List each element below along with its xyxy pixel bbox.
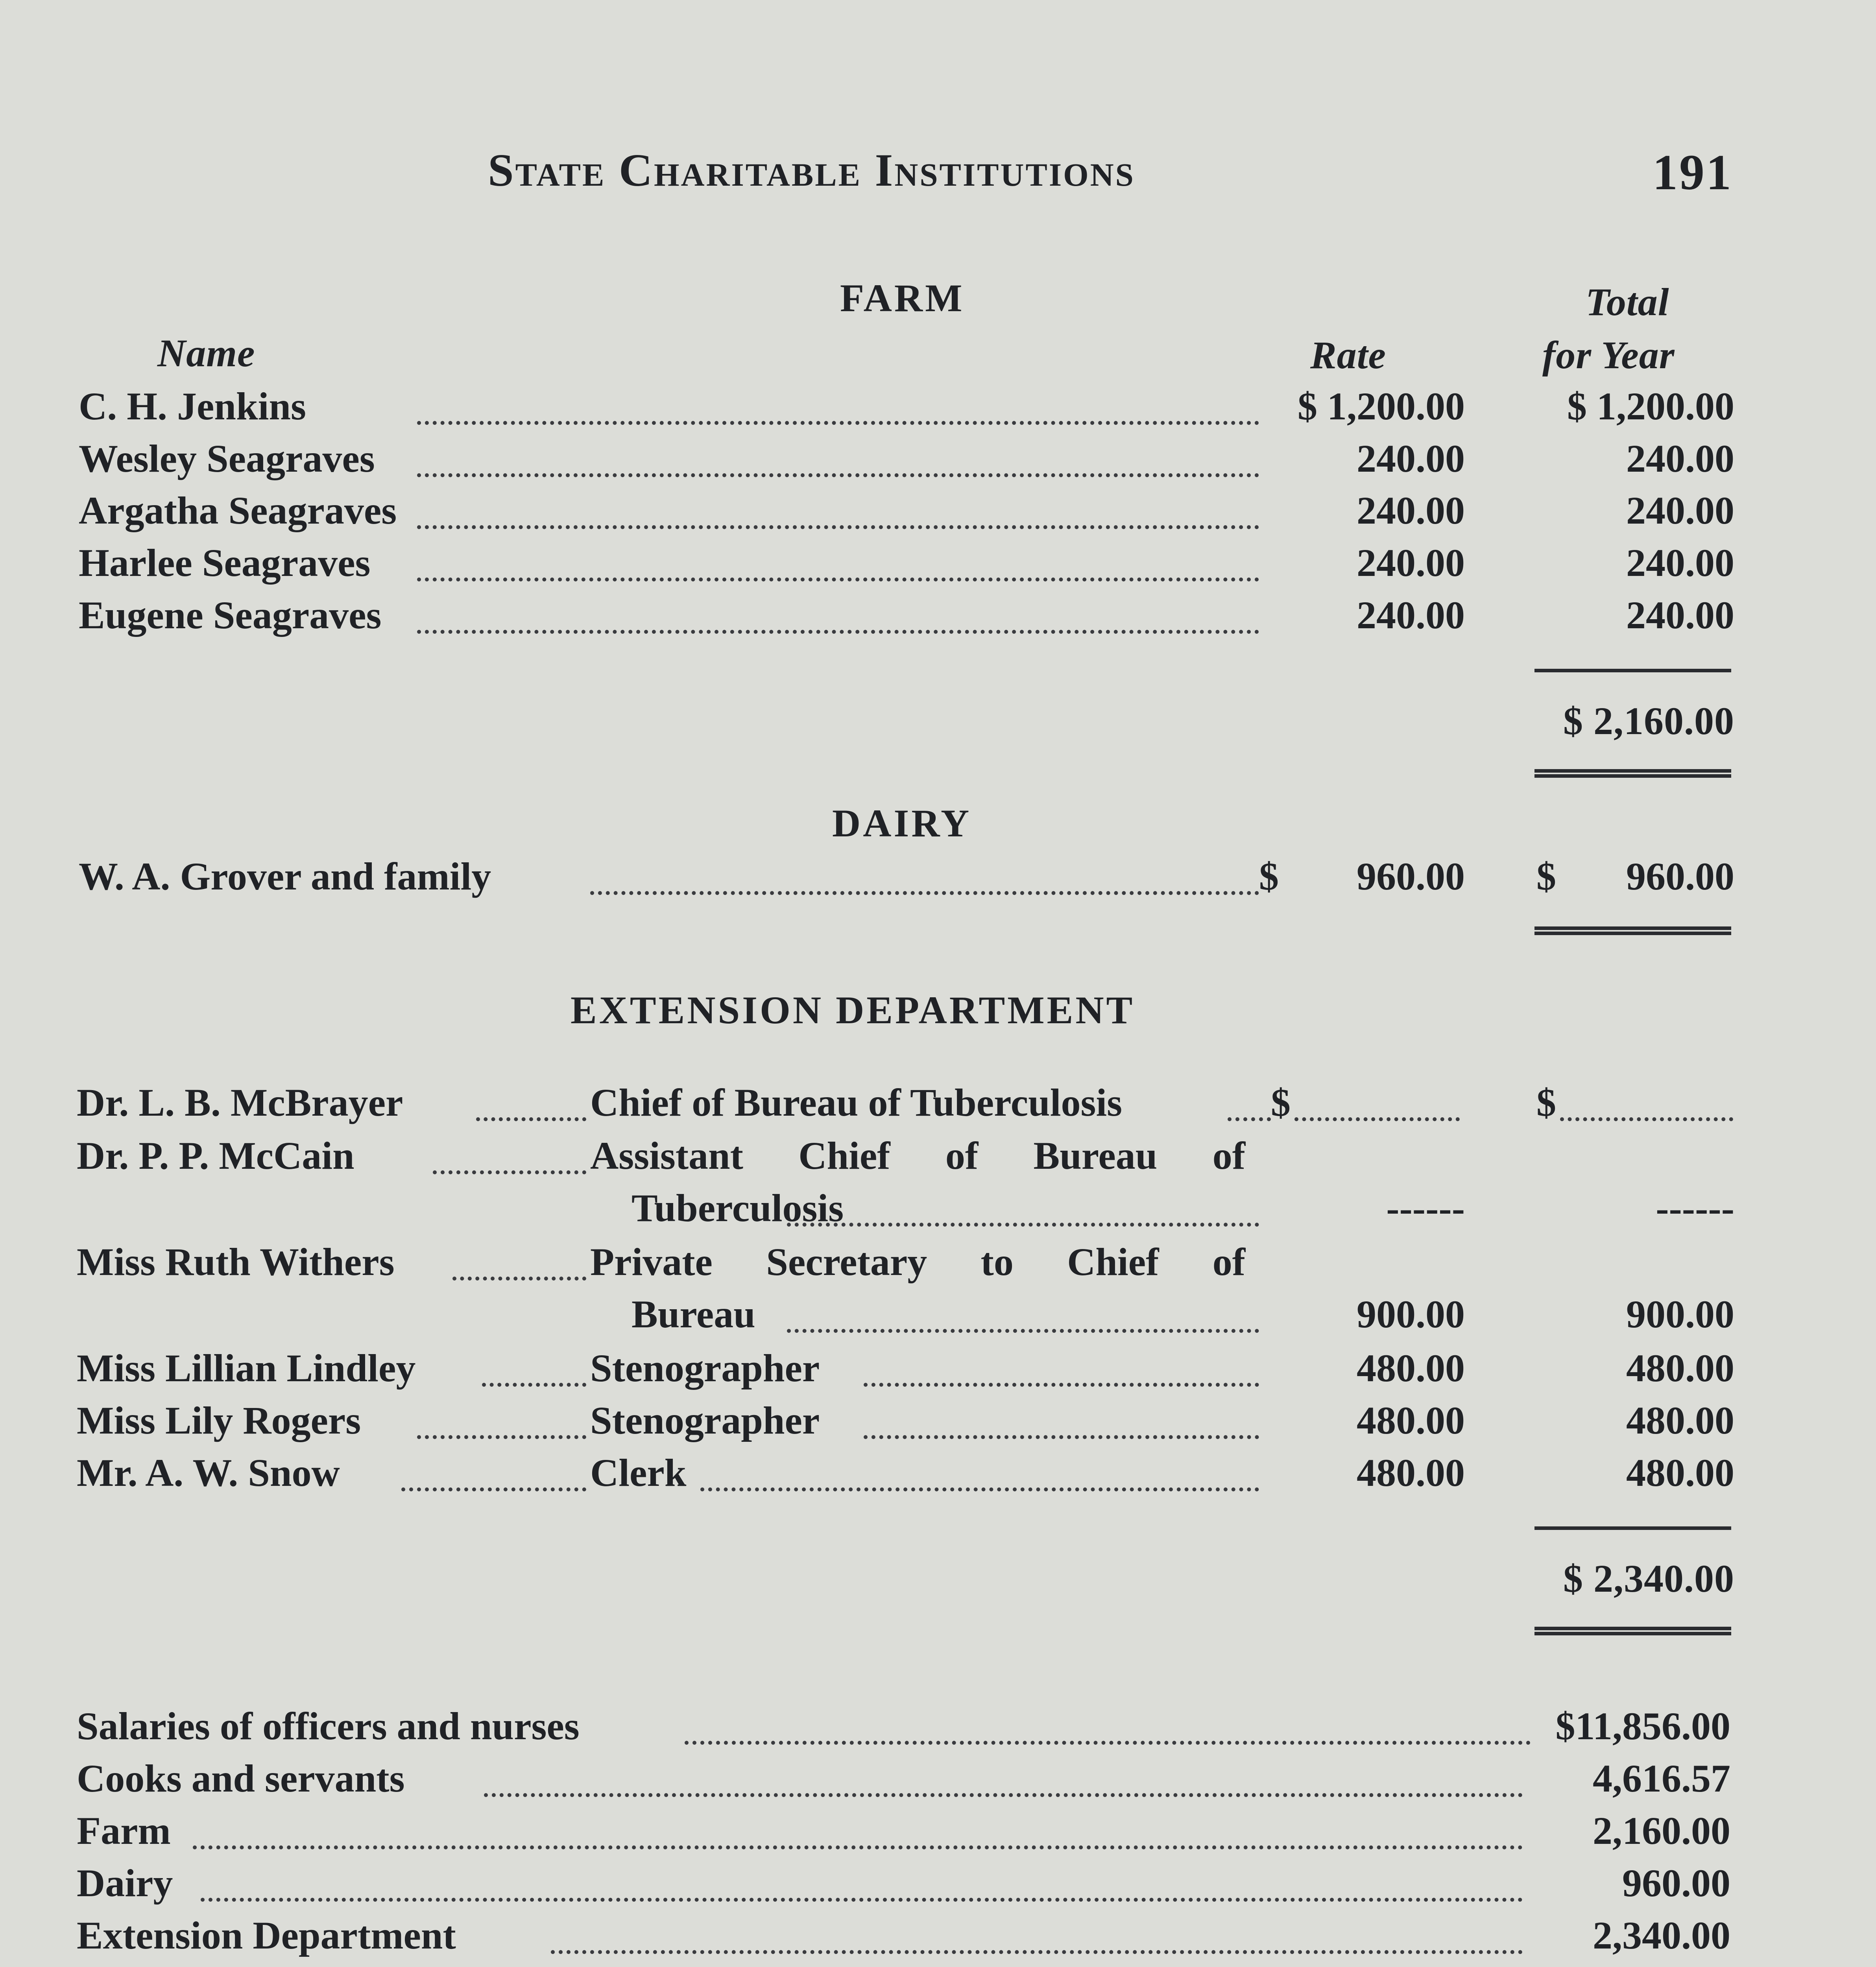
dot-leader <box>482 1383 586 1387</box>
extension-subtotal: $ 2,340.00 <box>1563 1557 1734 1600</box>
page-number: 191 <box>1653 144 1733 200</box>
dot-leader <box>417 525 1259 529</box>
dot-leader <box>417 473 1259 477</box>
table-row <box>0 384 1876 435</box>
table-row <box>0 854 1876 905</box>
summary-row <box>0 1756 1876 1807</box>
position-title: Private Secretary to Chief of <box>590 1240 1245 1284</box>
rate-value: 240.00 <box>1357 593 1465 637</box>
dot-leader <box>417 630 1259 634</box>
running-title: State Charitable Institutions <box>488 144 1135 196</box>
rate-value: 240.00 <box>1357 541 1465 585</box>
dot-leader <box>201 1898 1523 1902</box>
dot-leader <box>417 578 1259 581</box>
dot-leader <box>590 891 1259 895</box>
position-title: Stenographer <box>590 1399 820 1442</box>
double-rule <box>1534 926 1731 935</box>
rate-value: 900.00 <box>1357 1292 1465 1336</box>
table-row <box>0 1080 1876 1131</box>
dot-leader <box>1294 1117 1460 1121</box>
table-row <box>0 1239 1876 1336</box>
dairy-heading: DAIRY <box>832 801 972 845</box>
dot-leader <box>401 1487 586 1491</box>
position-title: Chief of Bureau of Tuberculosis <box>590 1081 1123 1124</box>
employee-name: Dr. L. B. McBrayer <box>77 1081 403 1124</box>
table-row <box>0 1398 1876 1449</box>
employee-name: Mr. A. W. Snow <box>77 1451 340 1495</box>
summary-label: Dairy <box>77 1861 173 1905</box>
rate-sign: $ <box>1271 1081 1291 1124</box>
summary-amount: 4,616.57 <box>1593 1757 1730 1800</box>
column-header-total-line2: for Year <box>1542 333 1675 377</box>
employee-name: Wesley Seagraves <box>79 437 375 480</box>
total-value: 480.00 <box>1626 1346 1734 1390</box>
employee-name: Miss Lillian Lindley <box>77 1346 416 1390</box>
employee-name: Argatha Seagraves <box>79 489 397 532</box>
rate-value: 960.00 <box>1357 854 1465 898</box>
rate-value: 480.00 <box>1357 1346 1465 1390</box>
dot-leader <box>476 1117 586 1121</box>
dot-leader <box>864 1435 1259 1439</box>
total-value: 960.00 <box>1626 854 1734 898</box>
rate-value: ------ <box>1386 1186 1465 1230</box>
table-row <box>0 436 1876 487</box>
dot-leader <box>433 1170 586 1174</box>
employee-name: W. A. Grover and family <box>79 854 491 898</box>
summary-amount: 960.00 <box>1622 1861 1730 1905</box>
extension-heading: EXTENSION DEPARTMENT <box>571 988 1135 1032</box>
summary-amount: $11,856.00 <box>1555 1704 1730 1748</box>
dot-leader <box>551 1950 1523 1954</box>
rate-value: $ 1,200.00 <box>1298 384 1465 428</box>
dot-leader <box>1560 1117 1733 1121</box>
rate-value: 240.00 <box>1357 489 1465 532</box>
table-row <box>0 488 1876 539</box>
column-header-rate: Rate <box>1310 333 1386 377</box>
rate-value: 480.00 <box>1357 1451 1465 1495</box>
total-value: 240.00 <box>1626 593 1734 637</box>
table-row <box>0 540 1876 591</box>
subtotal-rule <box>1534 1526 1731 1530</box>
total-value: 480.00 <box>1626 1399 1734 1442</box>
total-value: 240.00 <box>1626 489 1734 532</box>
dot-leader <box>700 1487 1259 1491</box>
employee-name: Dr. P. P. McCain <box>77 1134 355 1177</box>
table-row <box>0 1450 1876 1501</box>
dot-leader <box>685 1741 1531 1745</box>
summary-amount: 2,340.00 <box>1593 1913 1730 1957</box>
summary-label: Extension Department <box>77 1913 456 1957</box>
employee-name: Eugene Seagraves <box>79 593 382 637</box>
table-row <box>0 1345 1876 1397</box>
total-value: 900.00 <box>1626 1292 1734 1336</box>
summary-row <box>0 1913 1876 1964</box>
farm-subtotal: $ 2,160.00 <box>1563 699 1734 743</box>
dot-leader <box>417 421 1259 425</box>
summary-label: Cooks and servants <box>77 1757 405 1800</box>
position-title-cont: Bureau <box>631 1292 755 1336</box>
total-sign: $ <box>1536 854 1556 898</box>
summary-label: Farm <box>77 1809 171 1853</box>
dot-leader <box>787 1329 1259 1333</box>
dot-leader <box>1228 1117 1271 1121</box>
employee-name: Miss Lily Rogers <box>77 1399 361 1442</box>
rate-value: 480.00 <box>1357 1399 1465 1442</box>
position-title: Clerk <box>590 1451 687 1495</box>
total-value: 480.00 <box>1626 1451 1734 1495</box>
dot-leader <box>484 1793 1523 1797</box>
farm-heading: FARM <box>840 276 965 320</box>
total-value: 240.00 <box>1626 541 1734 585</box>
total-sign: $ <box>1536 1081 1556 1124</box>
summary-row <box>0 1860 1876 1912</box>
position-title-cont: Tuberculosis <box>631 1186 844 1230</box>
summary-label: Salaries of officers and nurses <box>77 1704 580 1748</box>
position-title: Assistant Chief of Bureau of <box>590 1134 1245 1177</box>
employee-name: Miss Ruth Withers <box>77 1240 395 1284</box>
column-header-total-line1: Total <box>1586 280 1669 324</box>
dot-leader <box>193 1845 1523 1849</box>
table-row <box>0 592 1876 644</box>
summary-row <box>0 1703 1876 1755</box>
employee-name: Harlee Seagraves <box>79 541 371 585</box>
summary-amount: 2,160.00 <box>1593 1809 1730 1853</box>
double-rule <box>1534 769 1731 778</box>
double-rule <box>1534 1627 1731 1635</box>
dot-leader <box>787 1223 1259 1227</box>
dot-leader <box>452 1277 586 1281</box>
position-title: Stenographer <box>590 1346 820 1390</box>
dot-leader <box>417 1435 586 1439</box>
column-header-name: Name <box>157 331 255 375</box>
table-row <box>0 1133 1876 1230</box>
rate-sign: $ <box>1259 854 1279 898</box>
employee-name: C. H. Jenkins <box>79 384 306 428</box>
dot-leader <box>864 1383 1259 1387</box>
total-value: $ 1,200.00 <box>1567 384 1734 428</box>
total-value: ------ <box>1656 1186 1734 1230</box>
summary-row <box>0 1808 1876 1859</box>
rate-value: 240.00 <box>1357 437 1465 480</box>
subtotal-rule <box>1534 669 1731 672</box>
total-value: 240.00 <box>1626 437 1734 480</box>
